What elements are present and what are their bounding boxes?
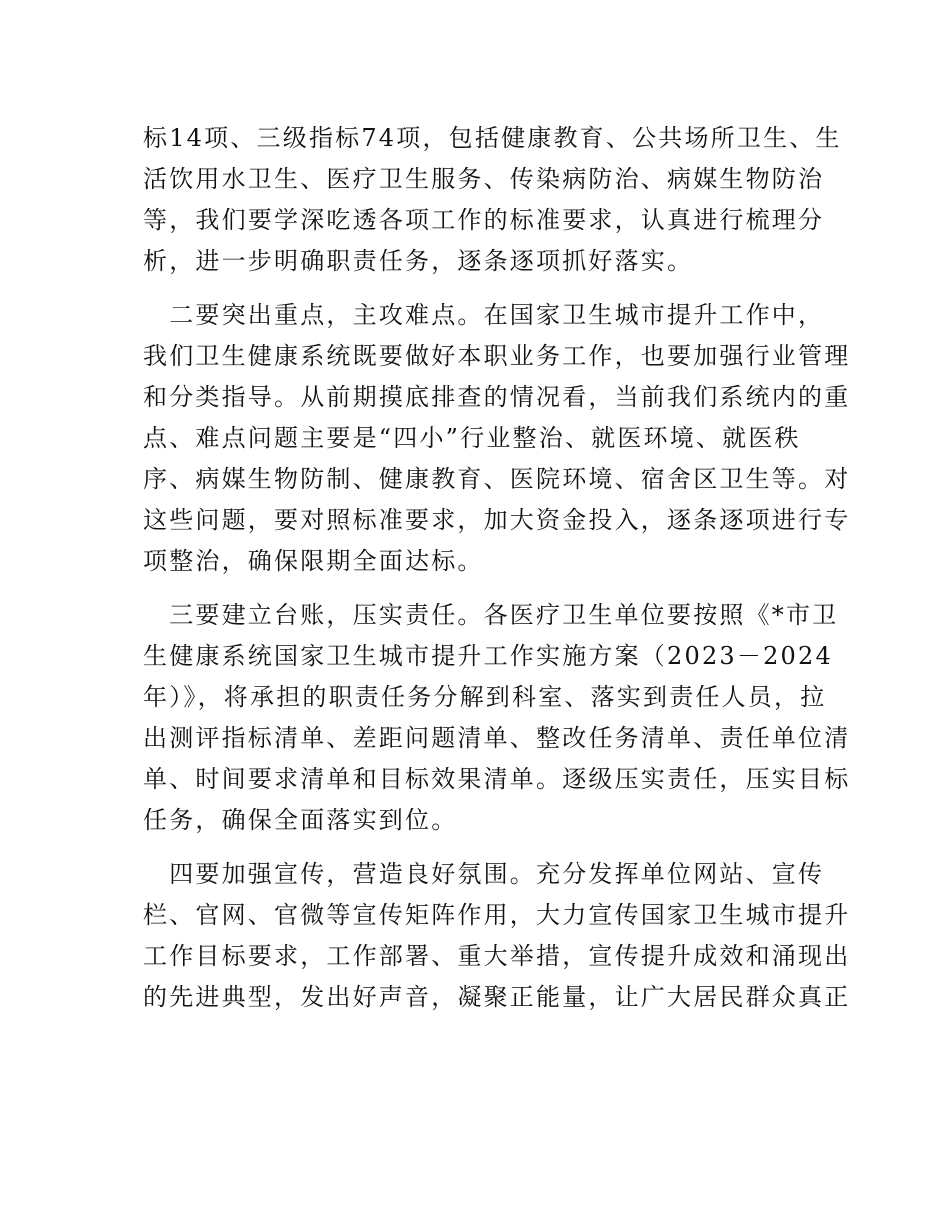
text-line: 四要加强宣传，营造良好氛围。充分发挥单位网站、宣传	[143, 860, 825, 888]
paragraph-ledger-responsibility	[143, 595, 851, 841]
text-line: 栏、官网、官微等宣传矩阵作用，大力宣传国家卫生城市提升	[143, 901, 851, 929]
paragraph-indicators	[143, 118, 842, 282]
text-line: 生健康系统国家卫生城市提升工作实施方案（2023－2024	[143, 642, 833, 670]
text-line: 二要突出重点，主攻难点。在国家卫生城市提升工作中，	[143, 301, 825, 329]
text-line: 我们卫生健康系统既要做好本职业务工作，也要加强行业管理	[143, 342, 851, 370]
text-line: 出测评指标清单、差距问题清单、整改任务清单、责任单位清	[143, 724, 851, 752]
text-line: 和分类指导。从前期摸底排查的情况看，当前我们系统内的重	[143, 383, 851, 411]
text-line: 单、时间要求清单和目标效果清单。逐级压实责任，压实目标	[143, 765, 851, 793]
text-line: 活饮用水卫生、医疗卫生服务、传染病防治、病媒生物防治	[143, 165, 825, 193]
paragraph-focus-key-points	[143, 295, 851, 582]
text-line: 三要建立台账，压实责任。各医疗卫生单位要按照《*市卫	[143, 601, 839, 629]
text-line: 任务，确保全面落实到位。	[143, 806, 458, 834]
text-line: 析，进一步明确职责任务，逐条逐项抓好落实。	[143, 247, 694, 275]
text-line: 点、难点问题主要是“四小”行业整治、就医环境、就医秩	[143, 424, 801, 452]
text-line: 标14项、三级指标74项，包括健康教育、公共场所卫生、生	[143, 124, 842, 152]
text-line: 项整治，确保限期全面达标。	[143, 547, 484, 575]
paragraph-publicity	[143, 854, 851, 1018]
text-line: 这些问题，要对照标准要求，加大资金投入，逐条逐项进行专	[143, 506, 851, 534]
text-line: 的先进典型，发出好声音，凝聚正能量，让广大居民群众真正	[143, 983, 851, 1011]
text-line: 等，我们要学深吃透各项工作的标准要求，认真进行梳理分	[143, 206, 825, 234]
text-line: 工作目标要求，工作部署、重大举措，宣传提升成效和涌现出	[143, 942, 851, 970]
text-line: 年）》，将承担的职责任务分解到科室、落实到责任人员，拉	[143, 683, 827, 711]
document-body	[143, 118, 851, 1031]
text-line: 序、病媒生物防制、健康教育、医院环境、宿舍区卫生等。对	[143, 465, 851, 493]
